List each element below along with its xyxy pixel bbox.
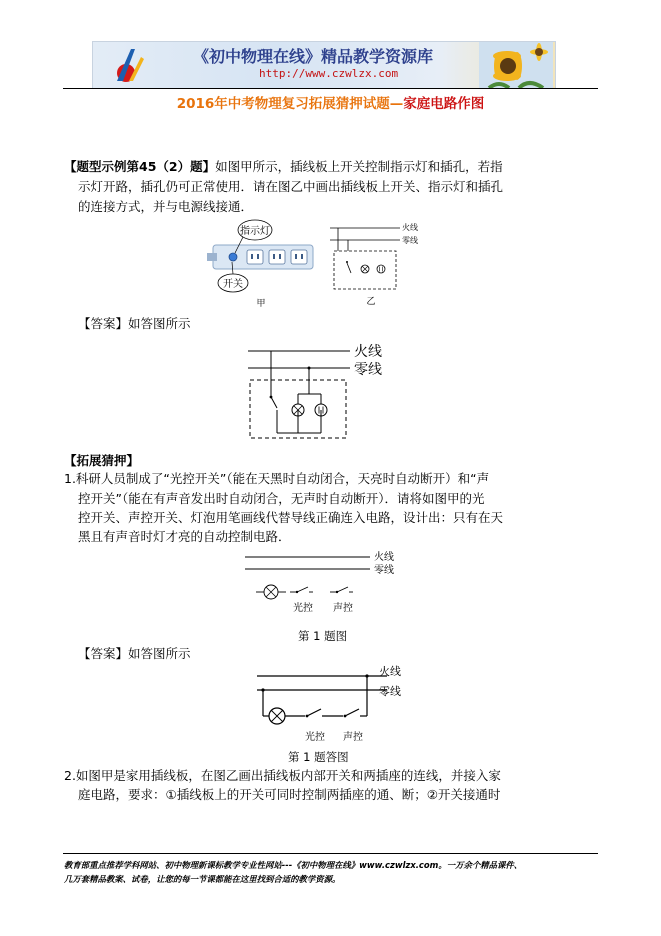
q1-line-3: 控开关、声控开关、灯泡用笔画线代替导线正确连入电路，设计出：只有在天 <box>78 510 504 525</box>
example-tag: 【题型示例第45（2）题】 <box>64 159 216 174</box>
site-logo <box>111 45 147 85</box>
footer-line-1: 教育部重点推荐学科网站、初中物理新课标教学专业性网站---《初中物理在线》www.czwlzx.com。一万余个精品课件、 <box>64 860 523 870</box>
ans1-live-wire-label: 火线 <box>354 344 382 360</box>
q1-line-4: 黑且有声音时灯才亮的自动控制电路． <box>78 529 291 544</box>
answer-2-label: 【答案】如答图所示 <box>78 646 191 661</box>
ans2-sound-switch-label: 声控 <box>343 732 363 743</box>
example-line-1 <box>64 157 503 177</box>
page-title <box>0 94 661 114</box>
q1-figure-caption: 第 1 题图 <box>298 629 348 643</box>
header-banner <box>92 41 556 89</box>
banner-title: 《初中物理在线》精品教学资源库 <box>193 47 434 66</box>
q1-line-2: 控开关”（能在有声音发出时自动闭合，无声时自动断开）．请将如图甲的光 <box>78 491 485 506</box>
figure-label-jia: 甲 <box>256 299 266 309</box>
ans2-neutral-wire-label: 零线 <box>379 685 401 698</box>
title-prefix: 2016年中考物理复习拓展猜押试题— <box>176 96 404 112</box>
header-rule <box>63 88 598 89</box>
switch-callout-label: 开关 <box>223 279 243 290</box>
outlet-2 <box>269 250 285 264</box>
title-highlight: 家庭电路作图 <box>403 96 485 112</box>
outlet-3 <box>291 250 307 264</box>
indicator-light-icon <box>229 253 237 261</box>
q2-line-1: 2.如图甲是家用插线板，在图乙画出插线板内部开关和两插座的连线，并接入家 <box>64 768 501 783</box>
sunflower-image <box>479 42 553 88</box>
outlet-1 <box>247 250 263 264</box>
ans2-live-wire-label: 火线 <box>379 665 401 678</box>
footer-line-2: 几万套精品教案、试卷，让您的每一节课都能在这里找到合适的教学资源。 <box>64 874 341 884</box>
q1-neutral-wire-label: 零线 <box>374 565 394 576</box>
banner-url[interactable]: http://www.czwlzx.com <box>259 67 399 80</box>
example-line-3: 的连接方式，并与电源线接通． <box>78 199 254 214</box>
ans2-light-switch-label: 光控 <box>305 732 325 743</box>
ans1-neutral-wire-label: 零线 <box>354 362 382 378</box>
power-strip <box>207 245 313 269</box>
q1-line-1: 1.科研人员制成了“光控开关”（能在天黑时自动闭合，天亮时自动断开）和“声 <box>64 471 490 486</box>
example-line-2: 示灯开路，插孔仍可正常使用．请在图乙中画出插线板上开关、指示灯和插孔 <box>78 179 504 194</box>
yi-live-wire-label: 火线 <box>402 223 418 232</box>
indicator-callout-label: 指示灯 <box>240 226 270 237</box>
answer-1-label: 【答案】如答图所示 <box>78 316 191 331</box>
q1-light-switch-label: 光控 <box>293 603 313 614</box>
q1-live-wire-label: 火线 <box>374 552 394 563</box>
extension-heading: 【拓展猜押】 <box>64 453 140 468</box>
yi-neutral-wire-label: 零线 <box>402 236 418 245</box>
q2-line-2: 庭电路，要求：①插线板上的开关可同时控制两插座的通、断；②开关接通时 <box>78 787 501 802</box>
figure-label-yi: 乙 <box>366 297 376 307</box>
figure-example <box>205 215 420 310</box>
figure-q1 <box>240 547 420 619</box>
answer-2-figure-caption: 第 1 题答图 <box>288 750 349 764</box>
example-text-1: 如图甲所示，插线板上开关控制指示灯和插孔，若指 <box>215 159 503 174</box>
figure-answer-1 <box>243 338 408 443</box>
footer-rule <box>63 853 598 854</box>
figure-answer-2 <box>255 660 415 745</box>
q1-sound-switch-label: 声控 <box>333 603 353 614</box>
